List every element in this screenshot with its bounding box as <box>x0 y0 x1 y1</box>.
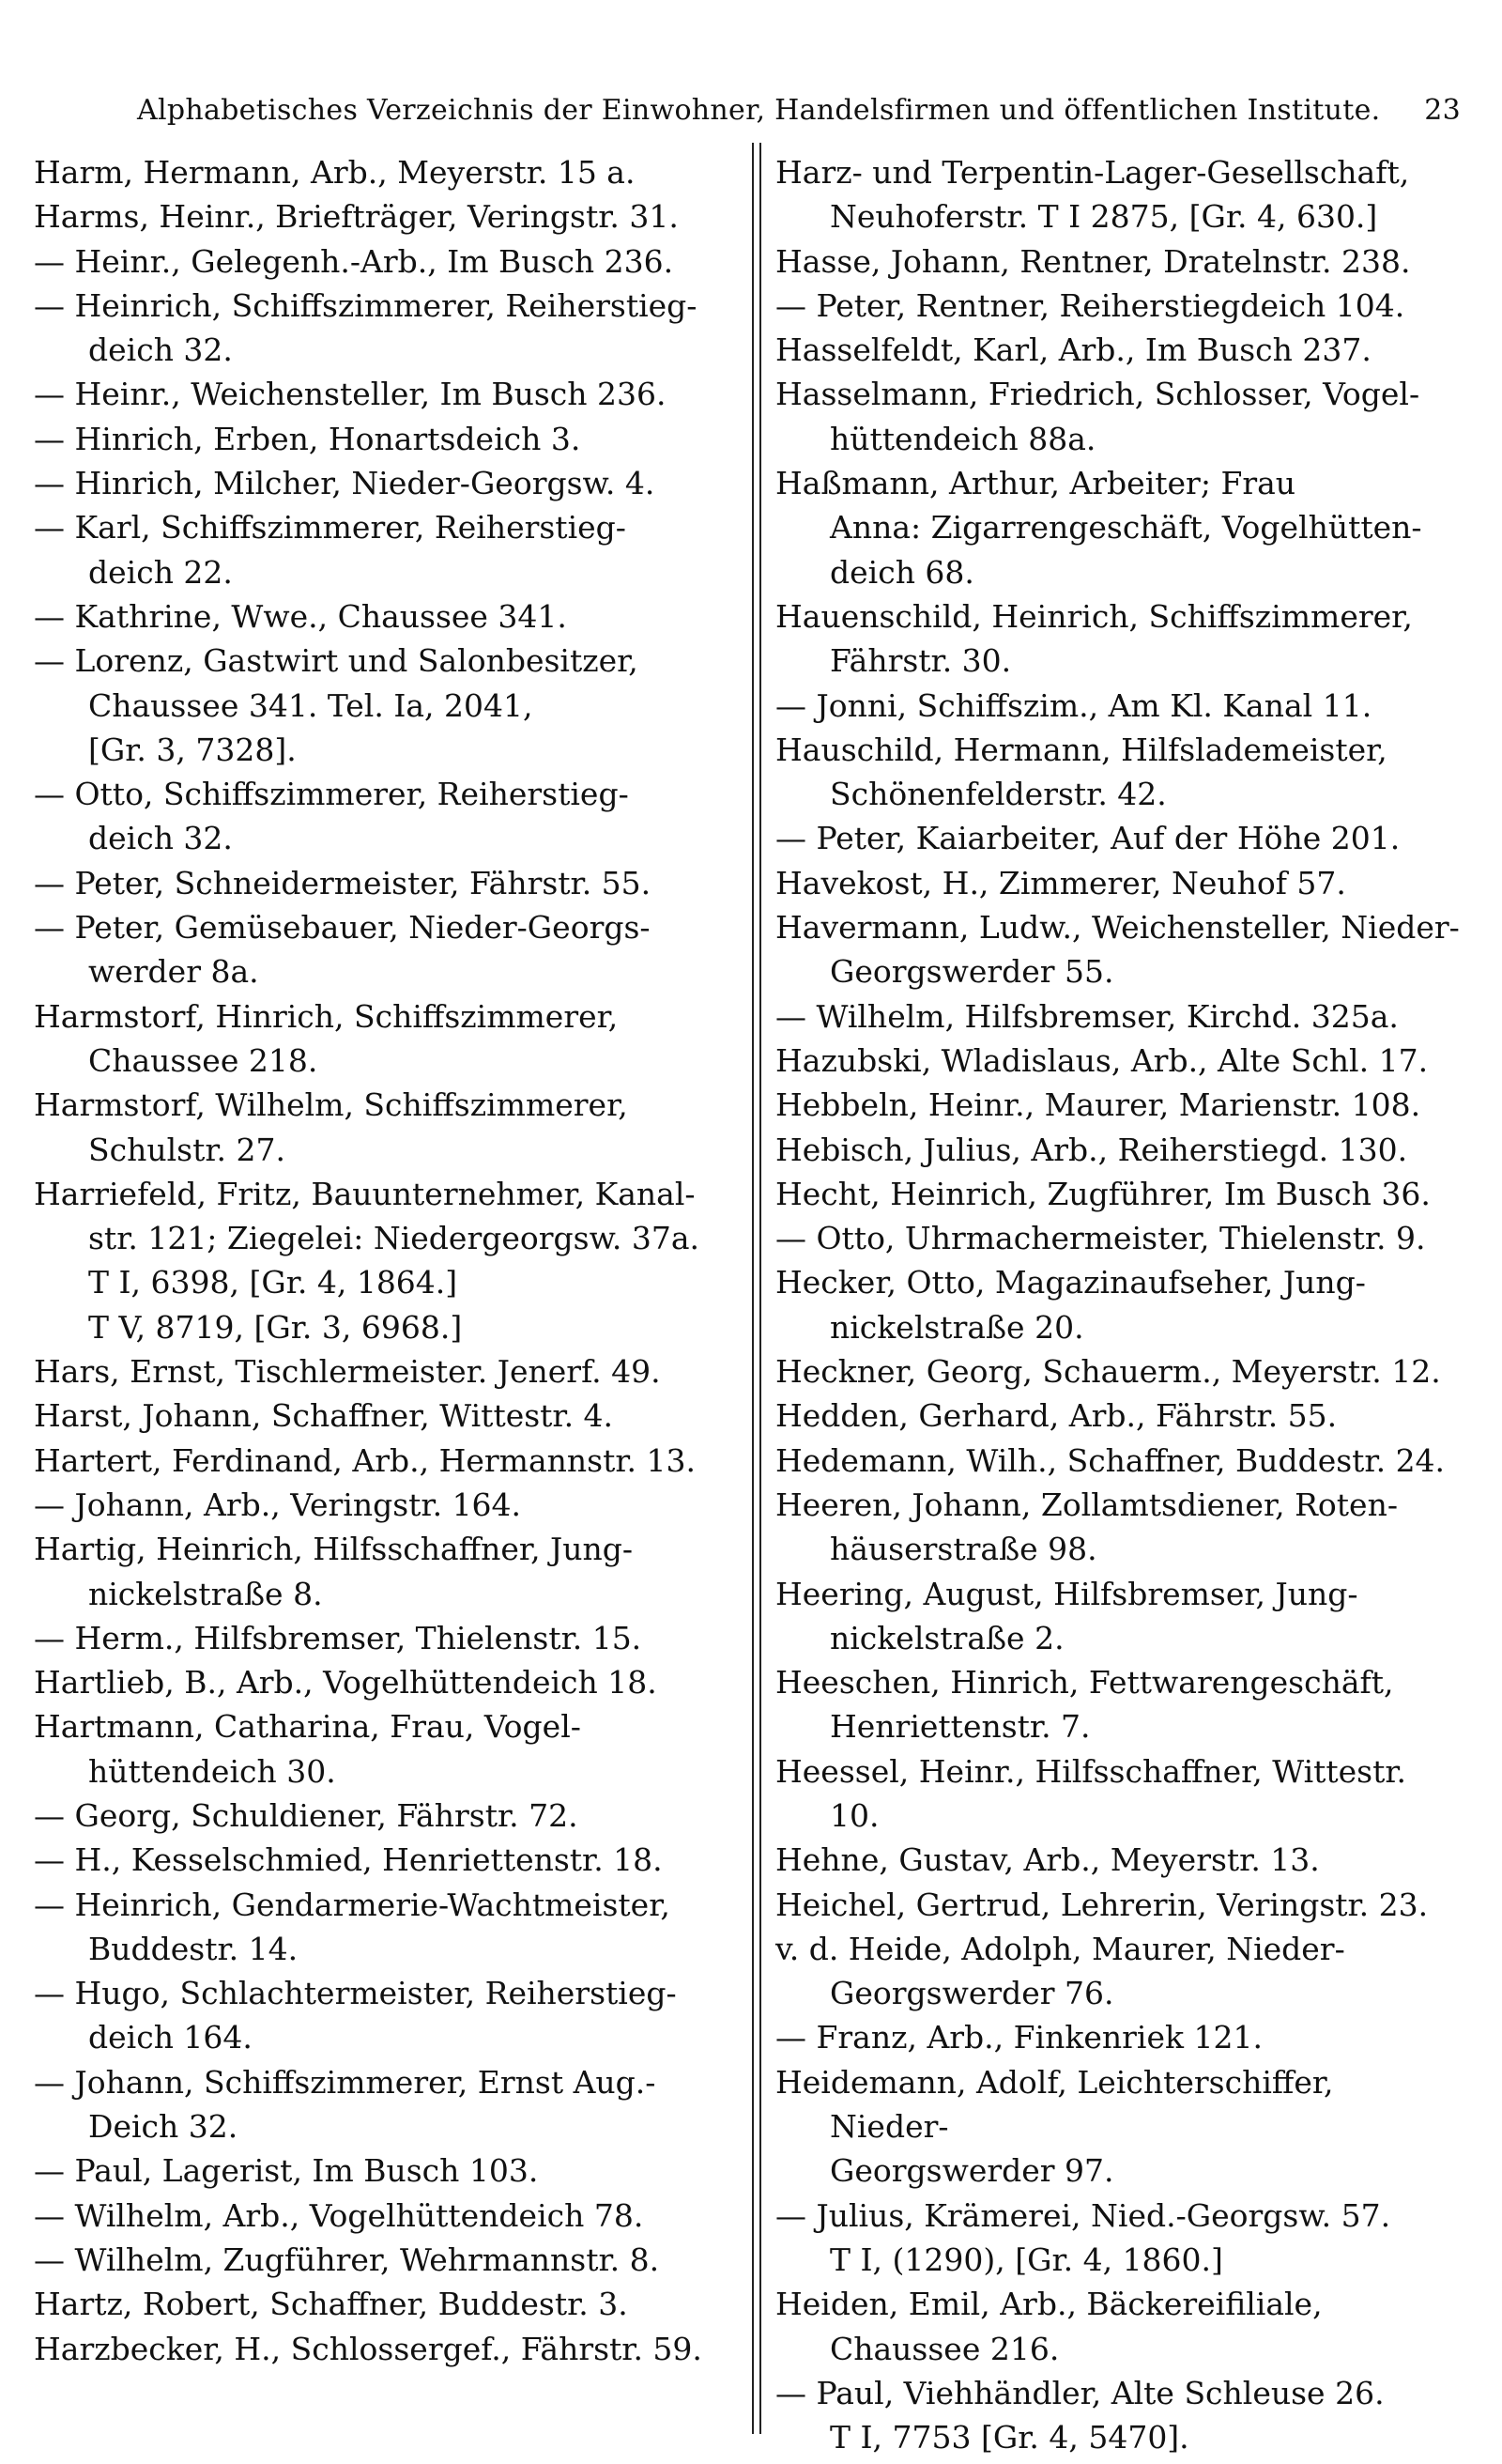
directory-entry: — Hinrich, Milcher, Nieder-Georgsw. 4. <box>34 465 655 502</box>
directory-entry: Heessel, Heinr., Hilfsschaffner, Wittestr. 10. <box>775 1752 1407 1834</box>
directory-entry: — Franz, Arb., Finkenriek 121. <box>775 2019 1263 2056</box>
directory-entry: Heiden, Emil, Arb., Bäckereifiliale, Chaussee 216. <box>775 2286 1323 2367</box>
directory-entry: — Peter, Gemüsebauer, Nieder-Georgs- werder 8a. <box>34 909 651 991</box>
directory-entry: — Wilhelm, Zugführer, Wehrmannstr. 8. <box>34 2241 660 2278</box>
directory-entry: Hartlieb, B., Arb., Vogelhüttendeich 18. <box>34 1664 657 1702</box>
directory-entry: — Kathrine, Wwe., Chaussee 341. <box>34 597 567 635</box>
directory-page <box>34 0 1470 2464</box>
directory-entry: Harm, Hermann, Arb., Meyerstr. 15 a. <box>34 154 636 191</box>
directory-entry: — Heinr., Gelegenh.-Arb., Im Busch 236. <box>34 242 674 280</box>
directory-entry: Havekost, H., Zimmerer, Neuhof 57. <box>775 864 1346 901</box>
directory-entry: Hartmann, Catharina, Frau, Vogel- hüttendeich 30. <box>34 1708 581 1790</box>
directory-entry: Hartig, Heinrich, Hilfsschaffner, Jung- nickelstraße 8. <box>34 1531 634 1612</box>
directory-entry: — Jonni, Schiffszim., Am Kl. Kanal 11. <box>775 686 1372 724</box>
right-column <box>775 150 1461 2456</box>
directory-entry: Hartert, Ferdinand, Arb., Hermannstr. 13. <box>34 1441 696 1479</box>
directory-entry: Hasselmann, Friedrich, Schlosser, Vogel- hüttendeich 88a. <box>775 376 1420 457</box>
directory-entry: Hasselfeldt, Karl, Arb., Im Busch 237. <box>775 331 1372 369</box>
directory-entry: Heidemann, Adolf, Leichterschiffer, Nieder- Georgswerder 97. <box>775 2063 1334 2190</box>
directory-entry: — Heinrich, Gendarmerie-Wachtmeister, Buddestr. 14. <box>34 1886 670 1967</box>
directory-entry: v. d. Heide, Adolph, Maurer, Nieder- Georgswerder 76. <box>775 1930 1345 2012</box>
directory-entry: — Johann, Arb., Veringstr. 164. <box>34 1486 522 1523</box>
directory-entry: — Hugo, Schlachtermeister, Reiherstieg- deich 164. <box>34 1975 677 2056</box>
directory-entry: — Heinrich, Schiffszimmerer, Reiherstieg- deich 32. <box>34 286 697 369</box>
directory-entry: — Julius, Krämerei, Nied.-Georgsw. 57. T I, (1290), [Gr. 4, 1860.] <box>775 2196 1391 2278</box>
directory-entry: Heeschen, Hinrich, Fettwarengeschäft, Henriettenstr. 7. <box>775 1664 1394 1746</box>
directory-entry: Hauschild, Hermann, Hilfslademeister, Schönenfelderstr. 42. <box>775 731 1387 813</box>
directory-entry: Harst, Johann, Schaffner, Wittestr. 4. <box>34 1397 614 1435</box>
directory-entry: Hauenschild, Heinrich, Schiffszimmerer, Fährstr. 30. <box>775 597 1413 680</box>
directory-entry: — Heinr., Weichensteller, Im Busch 236. <box>34 376 667 413</box>
directory-entry: Havermann, Ludw., Weichensteller, Nieder- Georgswerder 55. <box>775 909 1460 991</box>
directory-entry: Harmstorf, Hinrich, Schiffszimmerer, Chaussee 218. <box>34 997 619 1079</box>
directory-entry: — Peter, Rentner, Reiherstiegdeich 104. <box>775 286 1405 324</box>
column-divider <box>752 143 754 2434</box>
directory-entry: — Otto, Uhrmachermeister, Thielenstr. 9. <box>775 1220 1426 1257</box>
left-column <box>34 150 719 2432</box>
directory-entry: — Georg, Schuldiener, Fährstr. 72. <box>34 1796 578 1834</box>
directory-entry: — Hinrich, Erben, Honartsdeich 3. <box>34 420 581 457</box>
column-divider <box>759 143 761 2434</box>
page-number: 23 <box>1424 94 1461 127</box>
directory-entry: — Herm., Hilfsbremser, Thielenstr. 15. <box>34 1619 642 1656</box>
directory-entry: Hartz, Robert, Schaffner, Buddestr. 3. <box>34 2286 628 2323</box>
directory-entry: Hedemann, Wilh., Schaffner, Buddestr. 24. <box>775 1441 1446 1479</box>
directory-entry: Harz- und Terpentin-Lager-Gesellschaft, Neuhoferstr. T I 2875, [Gr. 4, 630.] <box>775 154 1410 236</box>
directory-entry: Hecker, Otto, Magazinaufseher, Jung- nickelstraße 20. <box>775 1264 1366 1346</box>
directory-entry: Heckner, Georg, Schauerm., Meyerstr. 12. <box>775 1353 1441 1391</box>
directory-entry: — Peter, Schneidermeister, Fährstr. 55. <box>34 864 651 901</box>
directory-entry: — Peter, Kaiarbeiter, Auf der Höhe 201. <box>775 820 1401 857</box>
directory-entry: — Paul, Lagerist, Im Busch 103. <box>34 2152 539 2190</box>
directory-entry: Hebisch, Julius, Arb., Reiherstiegd. 130. <box>775 1131 1408 1168</box>
directory-entry: Hars, Ernst, Tischlermeister. Jenerf. 49. <box>34 1353 661 1391</box>
directory-entry: — Johann, Schiffszimmerer, Ernst Aug.- Deich 32. <box>34 2063 656 2146</box>
running-title: Alphabetisches Verzeichnis der Einwohner, Handelsfirmen und öffentlichen Institute. <box>137 94 1381 127</box>
directory-entry: Hedden, Gerhard, Arb., Fährstr. 55. <box>775 1397 1338 1435</box>
directory-entry: — Lorenz, Gastwirt und Salonbesitzer, Chaussee 341. Tel. Ia, 2041, [Gr. 3, 7328]. <box>34 642 638 768</box>
directory-entry: Hecht, Heinrich, Zugführer, Im Busch 36. <box>775 1175 1431 1212</box>
directory-entry: — Otto, Schiffszimmerer, Reiherstieg- deich 32. <box>34 776 629 857</box>
directory-entry: — Wilhelm, Arb., Vogelhüttendeich 78. <box>34 2196 644 2234</box>
directory-entry: Harmstorf, Wilhelm, Schiffszimmerer, Schulstr. 27. <box>34 1086 628 1168</box>
directory-entry: Heeren, Johann, Zollamtsdiener, Roten- häuserstraße 98. <box>775 1486 1398 1568</box>
directory-entry: — H., Kesselschmied, Henriettenstr. 18. <box>34 1841 663 1879</box>
directory-entry: Haßmann, Arthur, Arbeiter; Frau Anna: Zigarrengeschäft, Vogelhütten- deich 68. <box>775 465 1422 591</box>
directory-entry: Harzbecker, H., Schlossergef., Fährstr. 59. <box>34 2330 702 2367</box>
directory-entry: — Karl, Schiffszimmerer, Reiherstieg- deich 22. <box>34 509 626 591</box>
directory-entry: Harriefeld, Fritz, Bauunternehmer, Kanal- str. 121; Ziegelei: Niedergeorgsw. 37a. T I, 6398, [Gr. 4, 1864.] T V, 8719, [Gr. 3, 6968.] <box>34 1175 700 1346</box>
page-header <box>90 94 1461 141</box>
directory-entry: Hasse, Johann, Rentner, Dratelnstr. 238. <box>775 242 1411 280</box>
directory-entry: Heichel, Gertrud, Lehrerin, Veringstr. 23. <box>775 1886 1429 1923</box>
directory-entry: — Wilhelm, Hilfsbremser, Kirchd. 325a. <box>775 997 1399 1035</box>
directory-entry: Harms, Heinr., Briefträger, Veringstr. 31. <box>34 198 679 236</box>
directory-entry: — Paul, Viehhändler, Alte Schleuse 26. T I, 7753 [Gr. 4, 5470]. <box>775 2374 1385 2456</box>
directory-entry: Hazubski, Wladislaus, Arb., Alte Schl. 17. <box>775 1041 1429 1079</box>
directory-entry: Heering, August, Hilfsbremser, Jung- nickelstraße 2. <box>775 1575 1358 1656</box>
directory-entry: Hehne, Gustav, Arb., Meyerstr. 13. <box>775 1841 1320 1879</box>
directory-entry: Hebbeln, Heinr., Maurer, Marienstr. 108. <box>775 1086 1421 1124</box>
